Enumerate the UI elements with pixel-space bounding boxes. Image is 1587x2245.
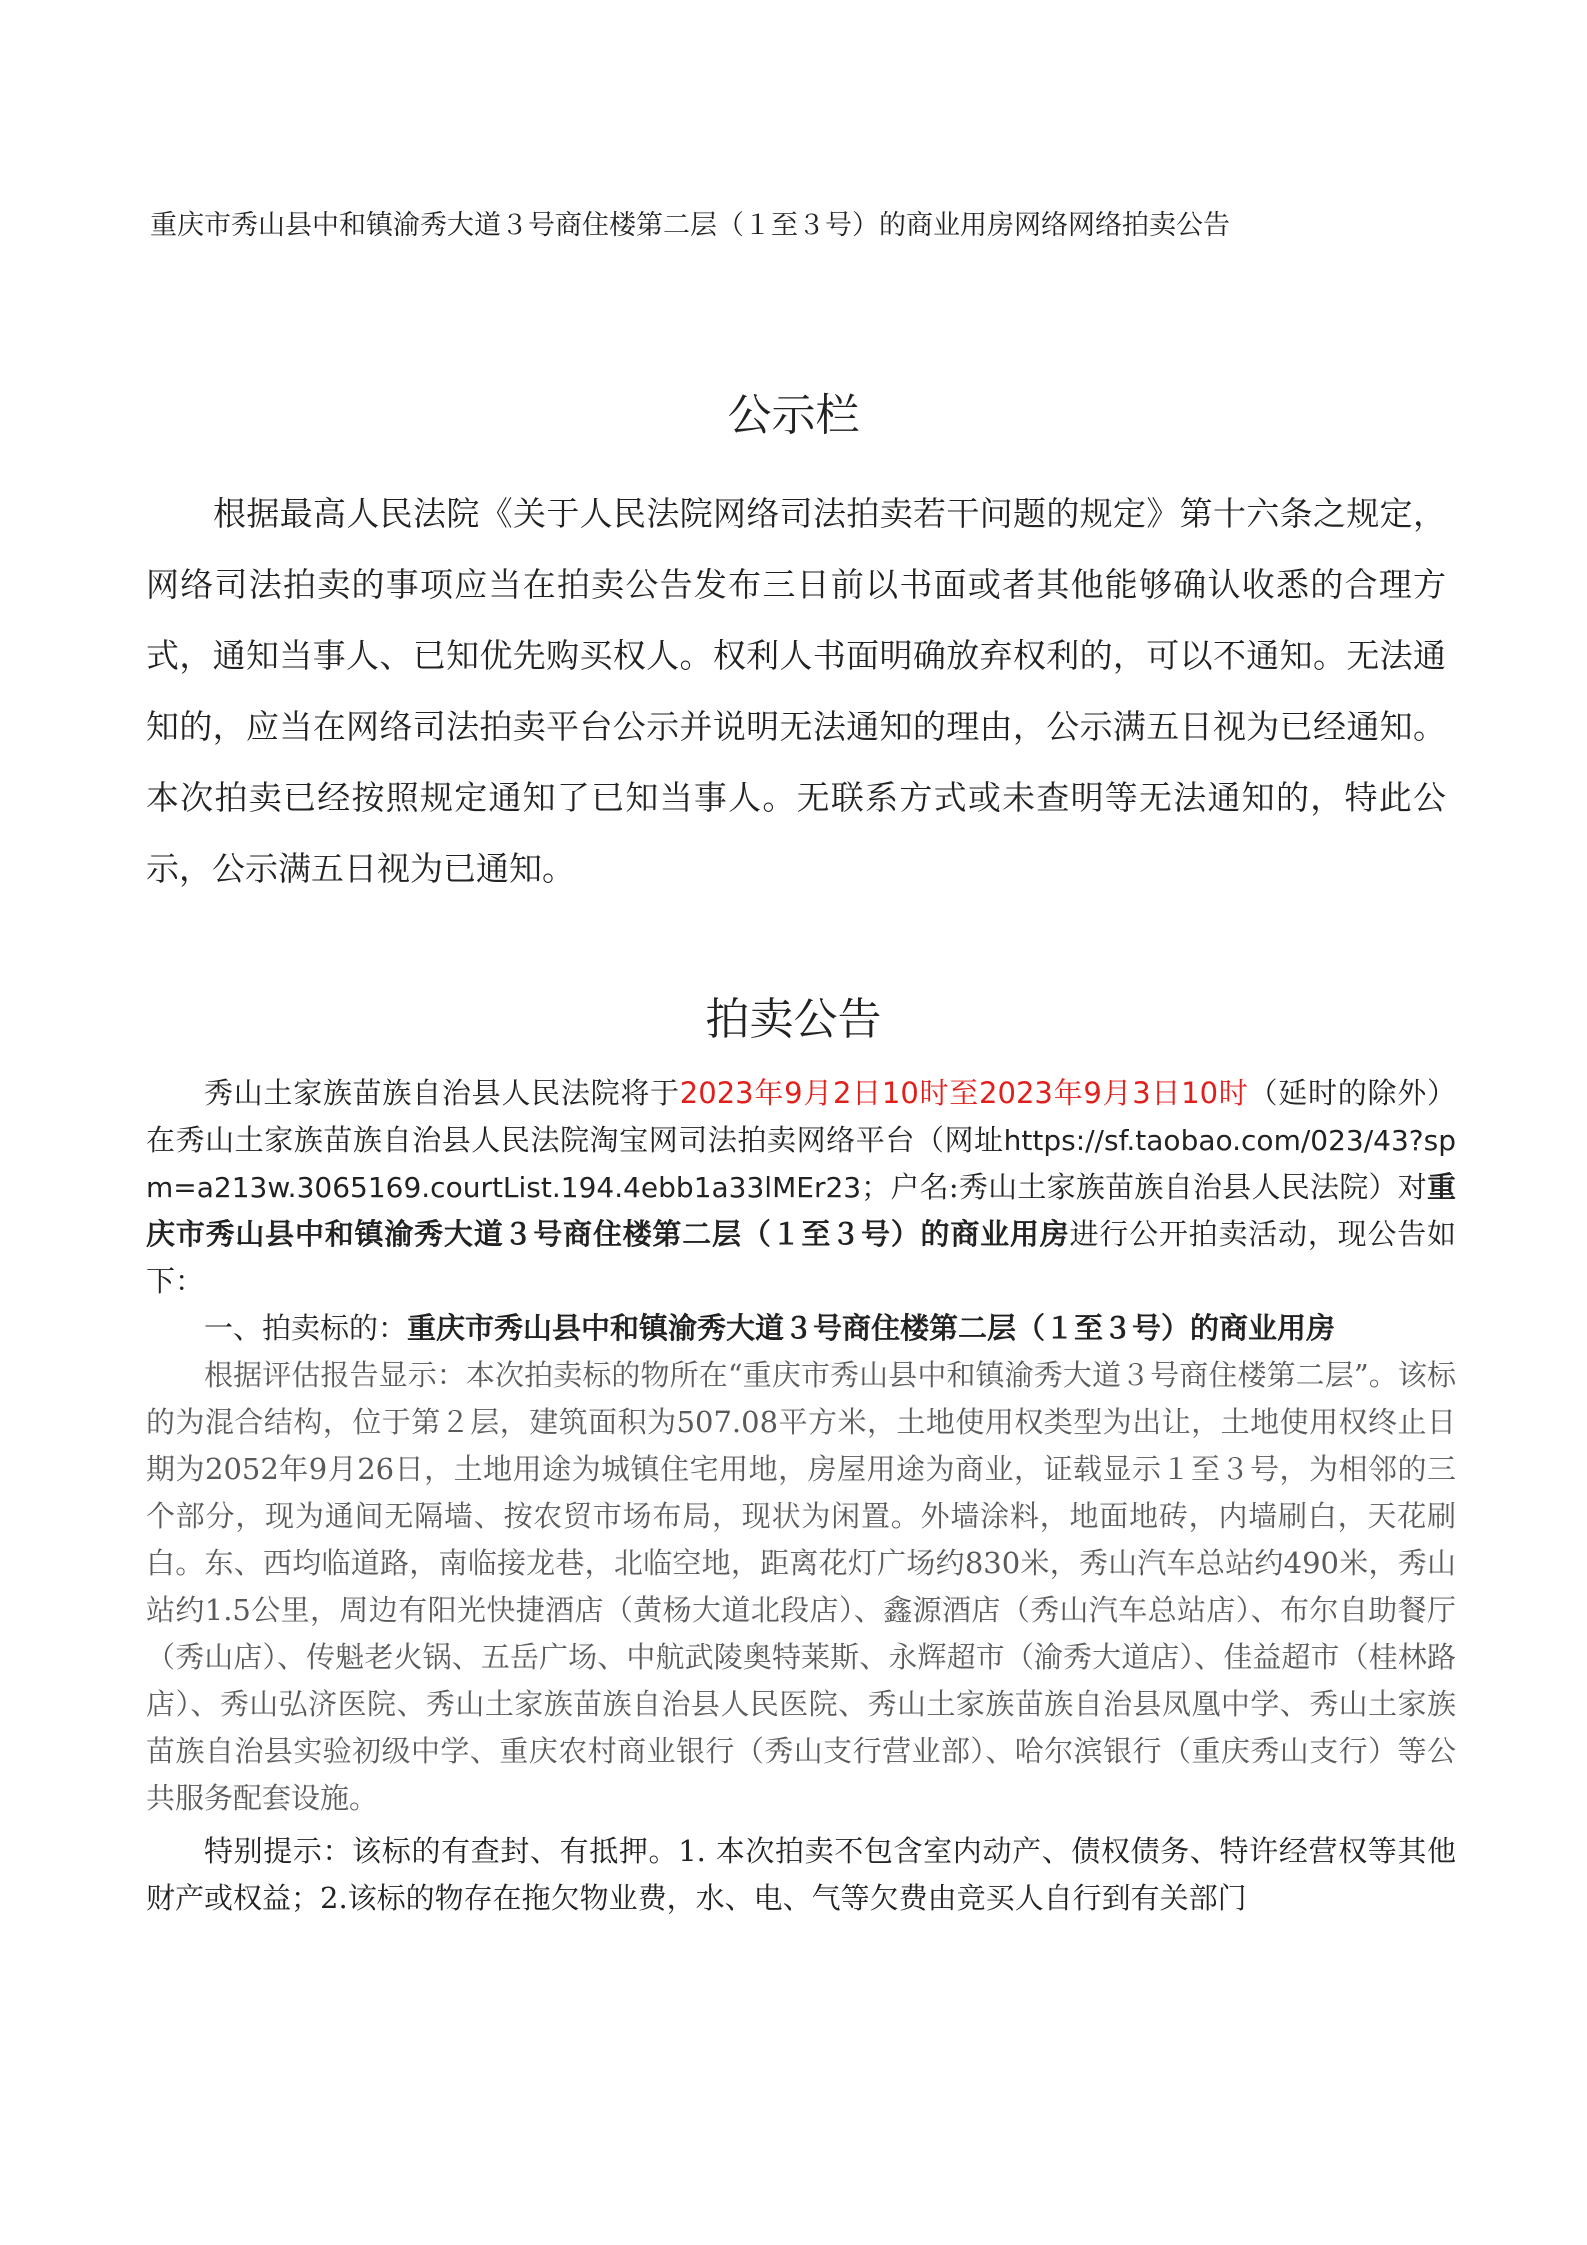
gongshi-body: 根据最高人民法院《关于人民法院网络司法拍卖若干问题的规定》第十六条之规定，网络司法拍卖的事项应当在拍卖公告发布三日前以书面或者其他能够确认收悉的合理方式，通知当事人、已知优先购买权人。权利人书面明确放弃权利的，可以不通知。无法通知的，应当在网络司法拍卖平台公示并说明无法通知的理由，公示满五日视为已经通知。本次拍卖已经按照规定通知了已知当事人。无联系方式或未查明等无法通知的，特此公示，公示满五日视为已通知。 xyxy=(146,494,1446,888)
auction-intro-text: 秀山土家族苗族自治县人民法院将于 xyxy=(204,1076,680,1110)
auction-target-name: 重庆市秀山县中和镇渝秀大道３号商住楼第二层（１至３号）的商业用房 xyxy=(146,1170,1456,1251)
auction-platform-url[interactable]: https://sf.taobao.com/023/43?spm=a213w.3065169.courtList.194.4ebb1a33lMEr23 xyxy=(146,1124,1456,1204)
document-title: 重庆市秀山县中和镇渝秀大道３号商住楼第二层（１至３号）的商业用房网络网络拍卖公告 xyxy=(150,210,1230,241)
auction-intro-text-2: （延时的除外）在秀山土家族苗族自治县人民法院淘宝网司法拍卖网络平台（网址 xyxy=(146,1076,1456,1157)
auction-item-1 xyxy=(146,1305,1456,1352)
auction-body xyxy=(146,1070,1456,1922)
gongshi-heading: 公示栏 xyxy=(727,390,860,441)
auction-intro-text-3: ；户名:秀山土家族苗族自治县人民法院）对 xyxy=(861,1170,1427,1204)
auction-item-1-name: 重庆市秀山县中和镇渝秀大道３号商住楼第二层（１至３号）的商业用房 xyxy=(407,1311,1336,1345)
auction-item-1-label: 一、拍卖标的： xyxy=(204,1311,408,1345)
auction-heading: 拍卖公告 xyxy=(705,994,882,1045)
auction-intro-text-4: 进行公开拍卖活动，现公告如下： xyxy=(146,1217,1456,1298)
auction-time-range: 2023年9月2日10时至2023年9月3日10时 xyxy=(679,1076,1249,1110)
special-note-paragraph: 特别提示：该标的有查封、有抵押。1. 本次拍卖不包含室内动产、债权债务、特许经营权等其他财产或权益；2.该标的物存在拖欠物业费，水、电、气等欠费由竞买人自行到有关部门 xyxy=(146,1834,1456,1915)
auction-intro-paragraph xyxy=(146,1070,1456,1305)
assessment-paragraph: 根据评估报告显示：本次拍卖标的物所在“重庆市秀山县中和镇渝秀大道３号商住楼第二层”。该标的为混合结构，位于第２层，建筑面积为507.08平方米，土地使用权类型为出让，土地使用权终止日期为2052年9月26日，土地用途为城镇住宅用地，房屋用途为商业，证载显示１至３号，为相邻的三个部分，现为通间无隔墙、按农贸市场布局，现状为闲置。外墙涂料，地面地砖，内墙刷白，天花刷白。东、西均临道路，南临接龙巷，北临空地，距离花灯广场约830米，秀山汽车总站约490米，秀山站约1.5公里，周边有阳光快捷酒店（黄杨大道北段店）、鑫源酒店（秀山汽车总站店）、布尔自助餐厅（秀山店）、传魁老火锅、五岳广场、中航武陵奥特莱斯、永辉超市（渝秀大道店）、佳益超市（桂林路店）、秀山弘济医院、秀山土家族苗族自治县人民医院、秀山土家族苗族自治县凤凰中学、秀山土家族苗族自治县实验初级中学、重庆农村商业银行（秀山支行营业部）、哈尔滨银行（重庆秀山支行）等公共服务配套设施。 xyxy=(146,1358,1456,1815)
